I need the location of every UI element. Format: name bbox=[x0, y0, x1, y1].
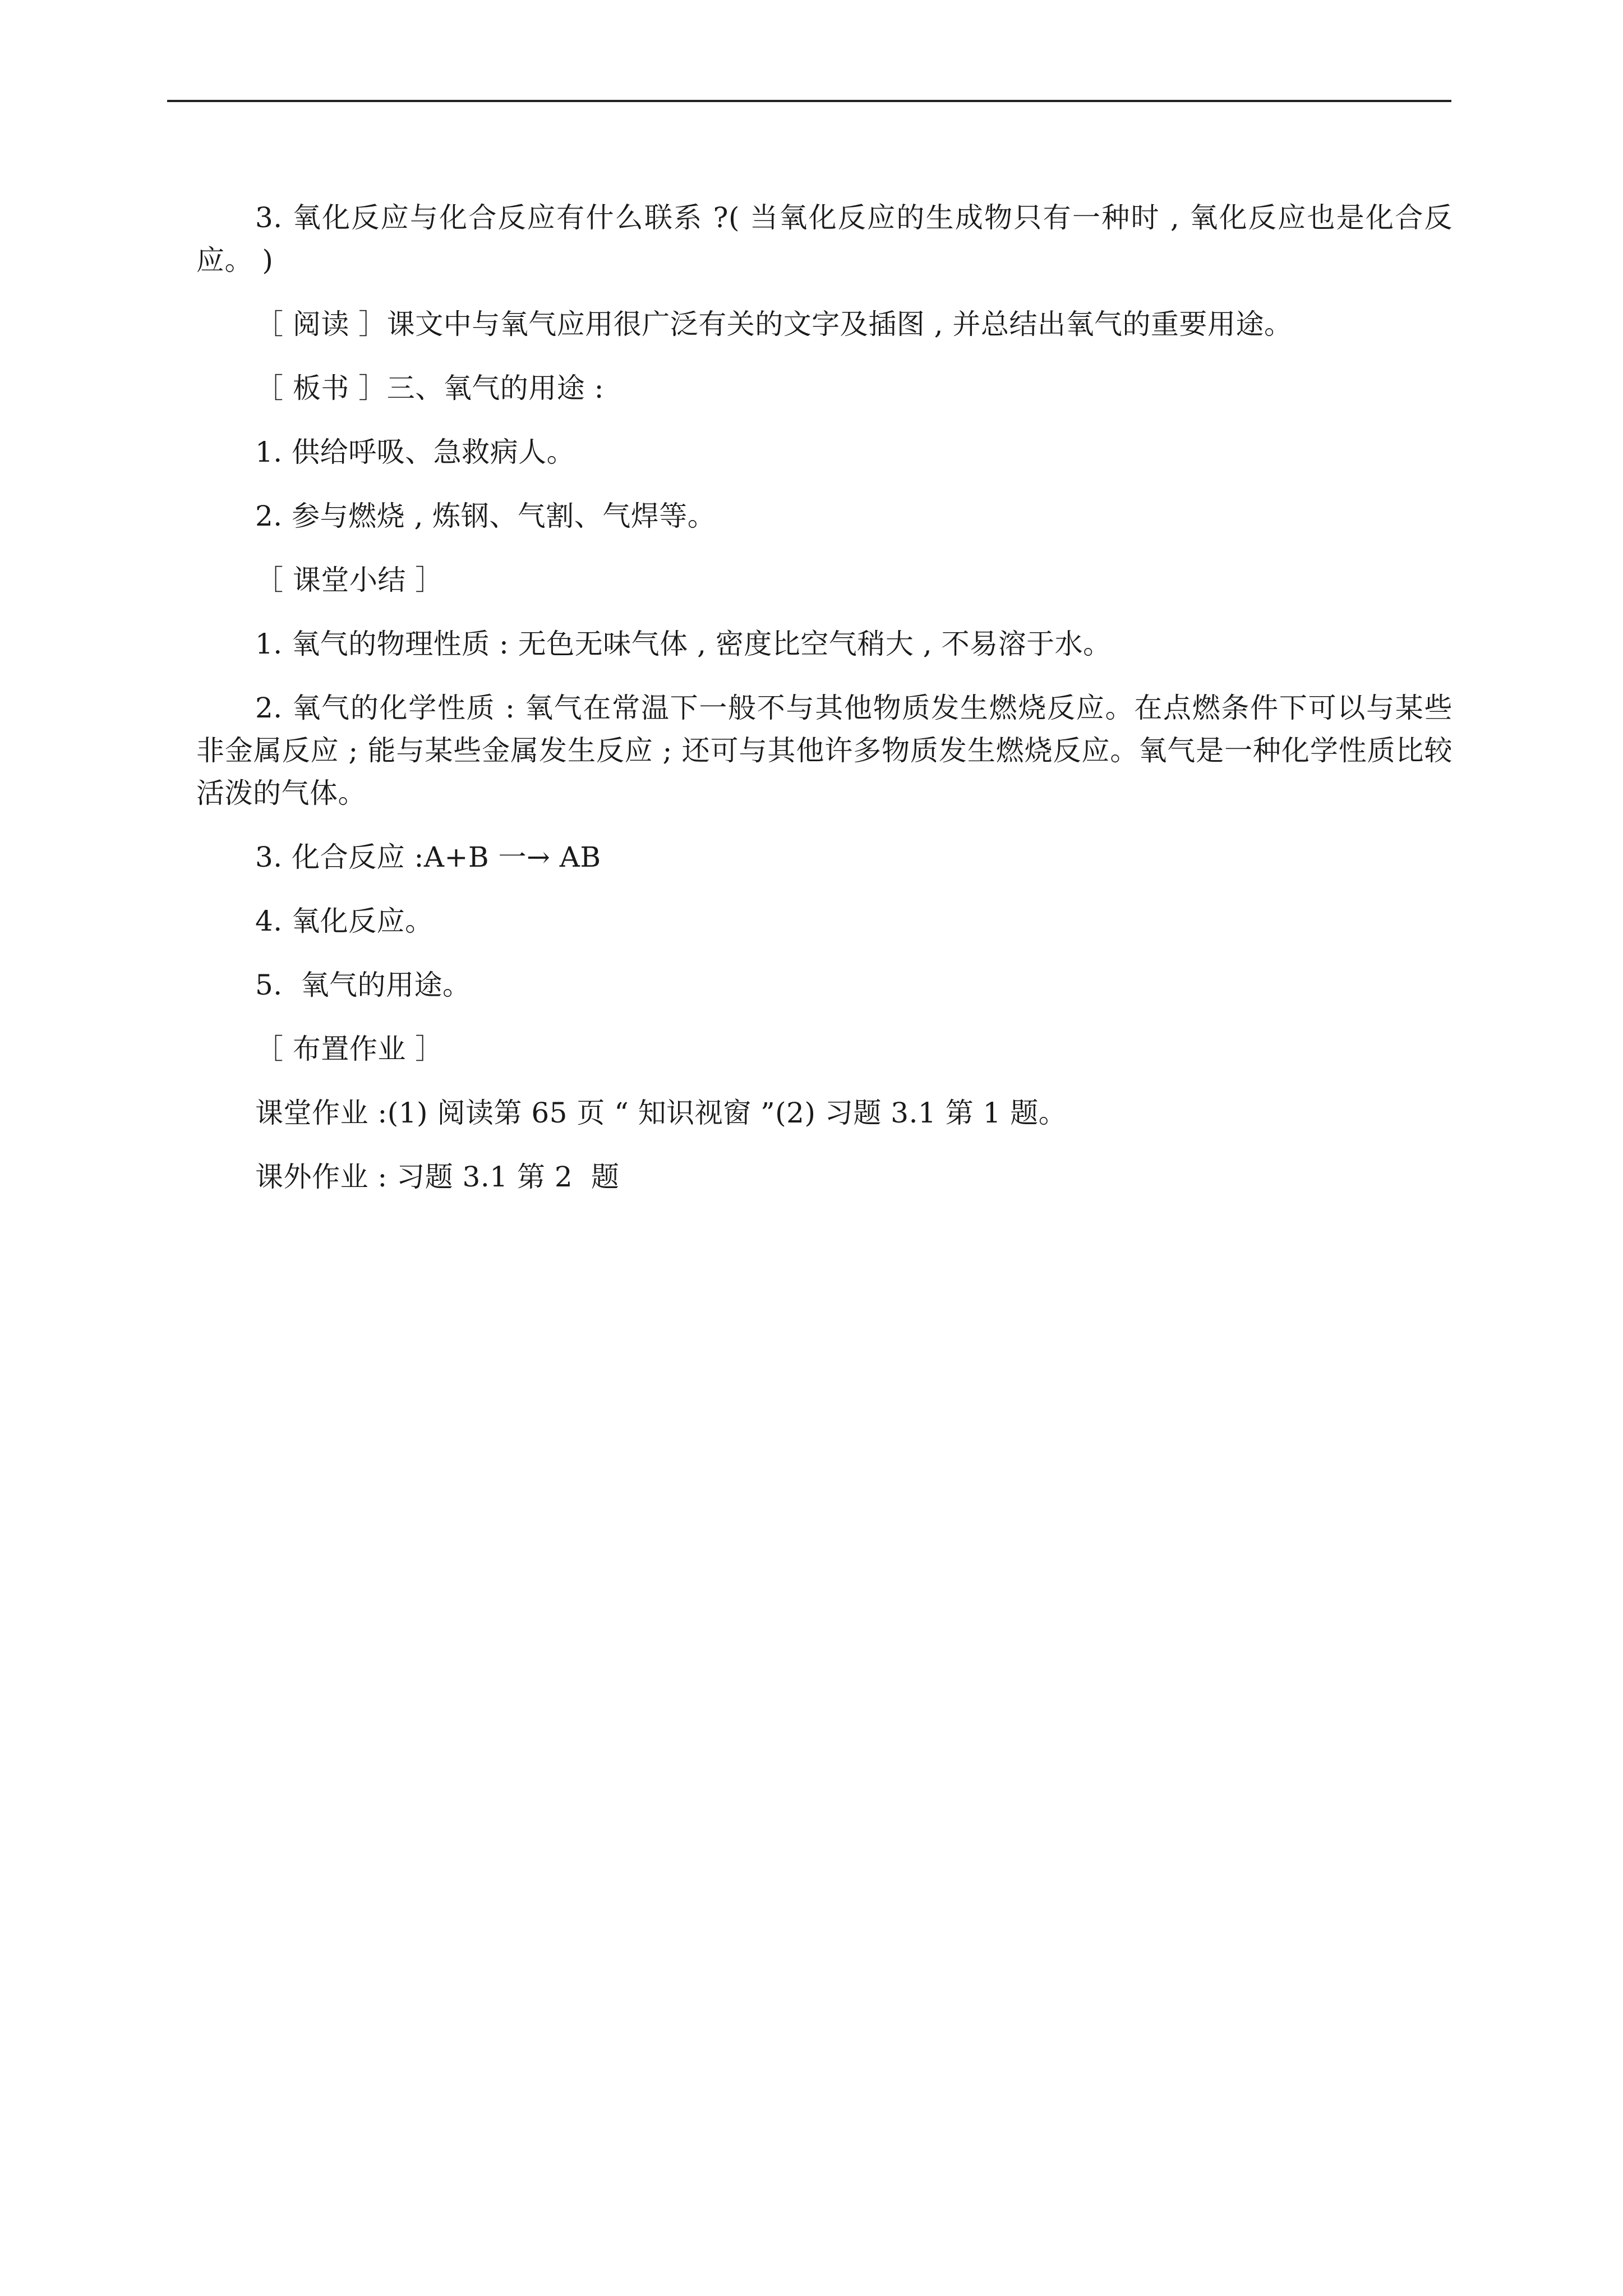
paragraph-reading: ［ 阅读 ］课文中与氧气应用很广泛有关的文字及插图 , 并总结出氧气的重要用途。 bbox=[255, 308, 1293, 341]
paragraph-use-1: 1. 供给呼吸、急救病人。 bbox=[255, 436, 575, 468]
paragraph-summary-heading: ［ 课堂小结 ］ bbox=[255, 564, 444, 596]
paragraph-oxidation-combination-relation: 3. 氧化反应与化合反应有什么联系 ?( 当氧化反应的生成物只有一种时 , 氧化反应也是化合反应。 ) bbox=[196, 201, 1453, 277]
paragraph-use-2: 2. 参与燃烧 , 炼钢、气割、气焊等。 bbox=[255, 500, 716, 532]
paragraph-board-heading: ［ 板书 ］三、氧气的用途 : bbox=[255, 372, 605, 404]
paragraph-summary-3: 3. 化合反应 :A+B 一→ AB bbox=[255, 841, 601, 873]
paragraph-summary-2: 2. 氧气的化学性质 : 氧气在常温下一般不与其他物质发生燃烧反应。在点燃条件下可以与某些非金属反应 ; 能与某些金属发生反应 ; 还可与其他许多物质发生燃烧反应。氧气是一种化学性质比较活泼的气体。 bbox=[196, 692, 1453, 809]
paragraph-homework: 课外作业 : 习题 3.1 第 2 题 bbox=[255, 1161, 620, 1193]
header-rule bbox=[167, 100, 1451, 102]
paragraph-homework-heading: ［ 布置作业 ］ bbox=[255, 1033, 444, 1065]
paragraph-summary-4: 4. 氧化反应。 bbox=[255, 905, 434, 937]
paragraph-summary-5: 5. 氧气的用途。 bbox=[255, 969, 471, 1001]
document-body bbox=[196, 196, 1453, 1220]
paragraph-classwork: 课堂作业 :(1) 阅读第 65 页 “ 知识视窗 ”(2) 习题 3.1 第 1 题。 bbox=[255, 1097, 1067, 1129]
paragraph-summary-1: 1. 氧气的物理性质 : 无色无味气体 , 密度比空气稍大 , 不易溶于水。 bbox=[255, 628, 1112, 660]
